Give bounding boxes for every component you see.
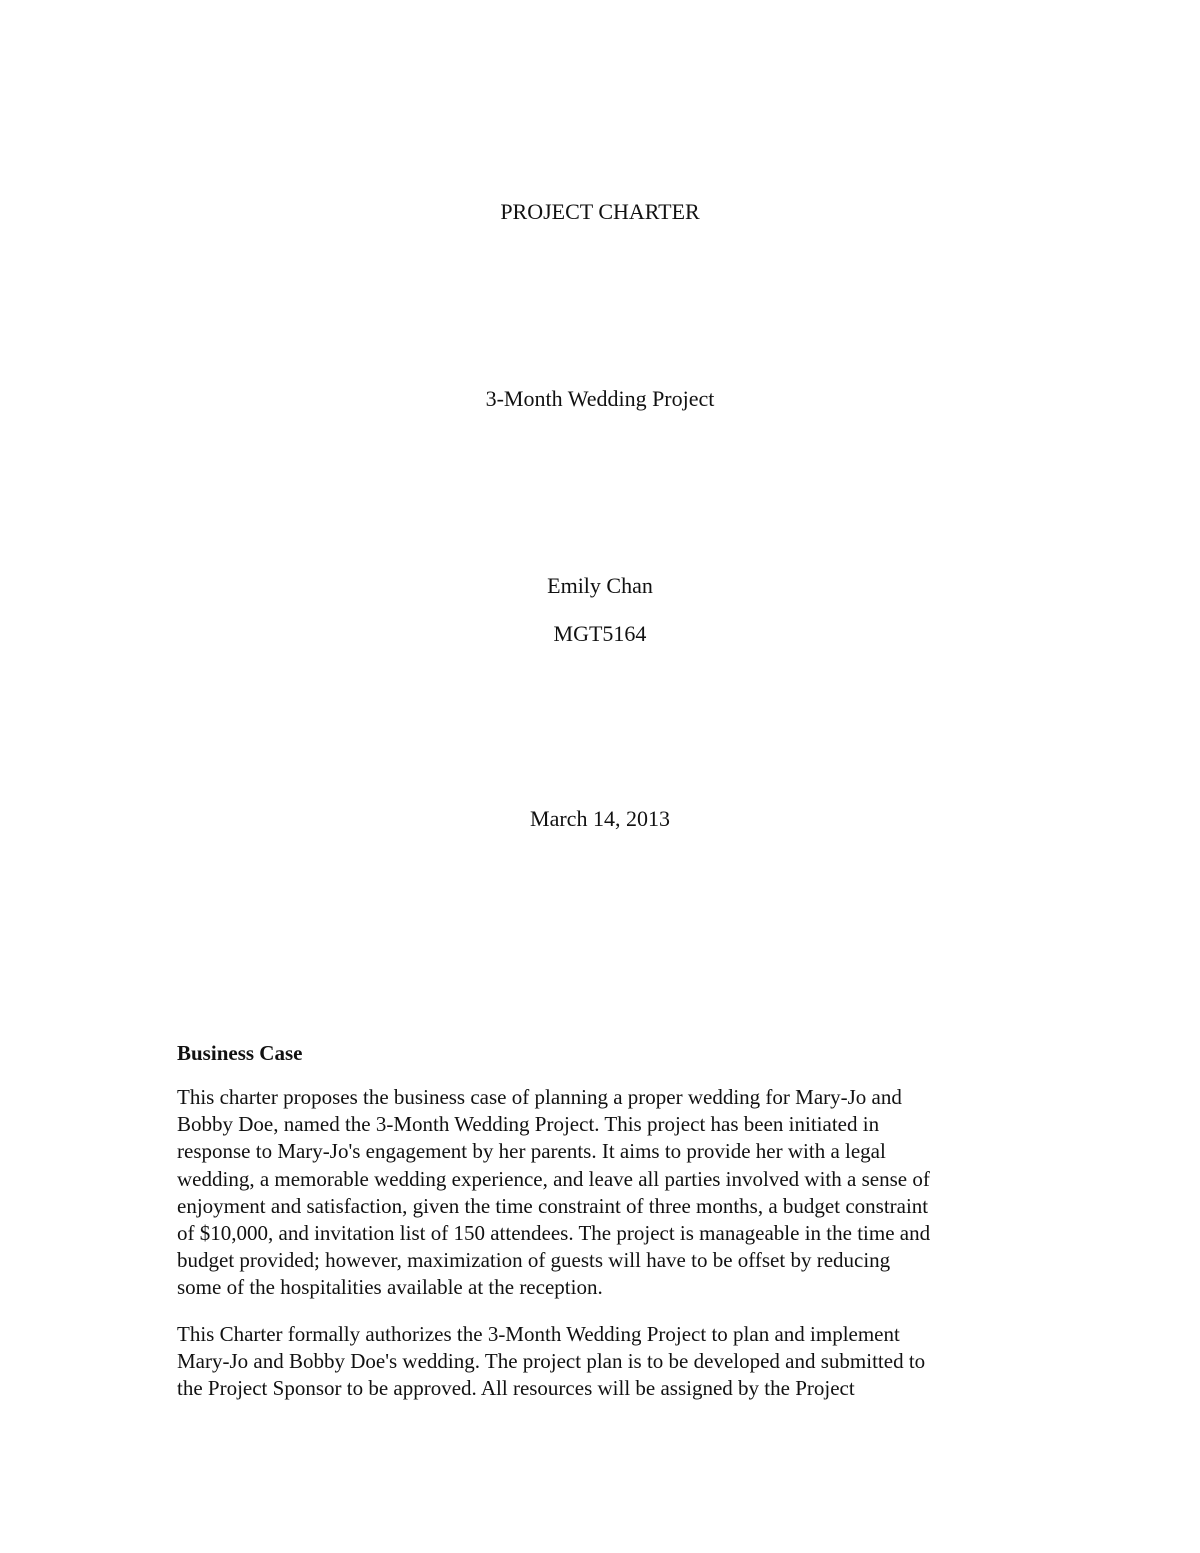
author-name: Emily Chan: [547, 573, 653, 598]
paragraph-line: response to Mary-Jo's engagement by her parents. It aims to provide her with a legal: [177, 1139, 886, 1164]
paragraph-line: of $10,000, and invitation list of 150 attendees. The project is manageable in the time and: [177, 1221, 931, 1246]
section-heading: Business Case: [177, 1041, 303, 1065]
paragraph-line: This Charter formally authorizes the 3-Month Wedding Project to plan and implement: [177, 1321, 900, 1346]
paragraph-line: the Project Sponsor to be approved. All resources will be assigned by the Project: [177, 1376, 855, 1401]
document-title: PROJECT CHARTER: [500, 199, 700, 224]
paragraph-line: Bobby Doe, named the 3-Month Wedding Project. This project has been initiated in: [177, 1112, 880, 1137]
business-case-paragraph-1: [177, 1084, 1027, 1302]
paragraph-line: Mary-Jo and Bobby Doe's wedding. The project plan is to be developed and submitted to: [177, 1348, 926, 1373]
paragraph-line: enjoyment and satisfaction, given the time constraint of three months, a budget constraint: [177, 1193, 929, 1218]
paragraph-line: wedding, a memorable wedding experience, and leave all parties involved with a sense of: [177, 1166, 930, 1191]
document-date: March 14, 2013: [530, 806, 670, 831]
paragraph-line: budget provided; however, maximization of guests will have to be offset by reducing: [177, 1248, 891, 1273]
paragraph-line: some of the hospitalities available at the reception.: [177, 1275, 603, 1300]
business-case-paragraph-2: [177, 1321, 1027, 1403]
paragraph-line: This charter proposes the business case of planning a proper wedding for Mary-Jo and: [177, 1085, 902, 1109]
project-name: 3-Month Wedding Project: [485, 386, 715, 411]
course-code: MGT5164: [553, 621, 647, 646]
business-case-section: [177, 1040, 1027, 1402]
